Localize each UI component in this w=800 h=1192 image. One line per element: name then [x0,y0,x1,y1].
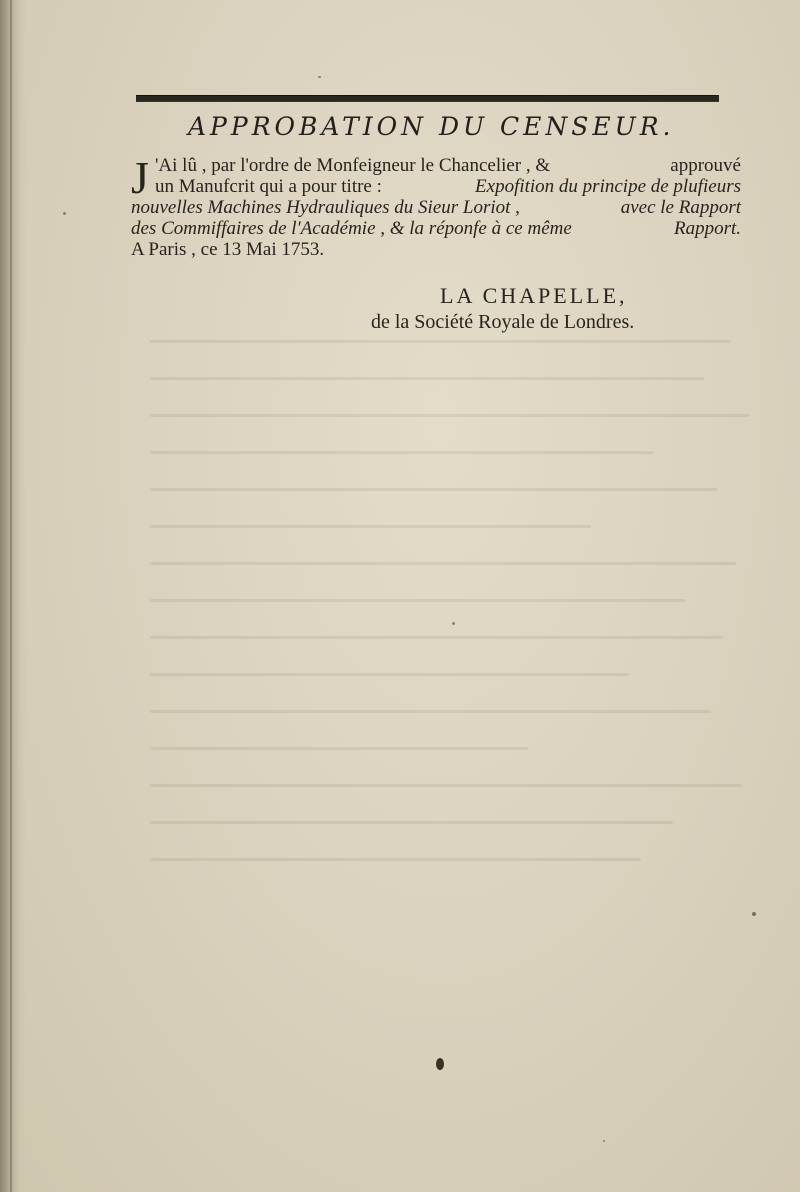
text-line-4-b: Rapport. [673,218,741,239]
text-line-3-b: avec le Rapport [620,197,741,218]
text-line-1 [131,155,741,176]
text-line-5: A Paris , ce 13 Mai 1753. [131,239,325,260]
text-line-3 [131,197,741,218]
text-line-3-a: nouvelles Machines Hydrauliques du Sieur Loriot , [131,197,520,218]
bleed-through [150,340,780,960]
page-title: APPROBATION DU CENSEUR. [188,112,675,141]
signatory-affiliation: de la Société Royale de Londres. [371,311,635,333]
text-line-2 [131,176,741,197]
header-rule [136,95,719,102]
text-line-1-b: approuvé [670,155,741,176]
binding-edge [0,0,26,1192]
text-line-1-a: 'Ai lû , par l'ordre de Monfeigneur le Chancelier , & [155,155,551,176]
signatory-name: LA CHAPELLE, [440,283,628,308]
binding-line [10,0,12,1192]
text-line-2-lead: un Manufcrit qui a pour titre : [155,176,382,197]
approval-text [131,152,741,260]
text-line-2-title: Expofition du principe de plufieurs [475,176,741,197]
text-line-4 [131,218,741,239]
drop-cap: J [131,152,149,203]
text-line-4-a: des Commiffaires de l'Académie , & la réponfe à ce même [131,218,572,239]
